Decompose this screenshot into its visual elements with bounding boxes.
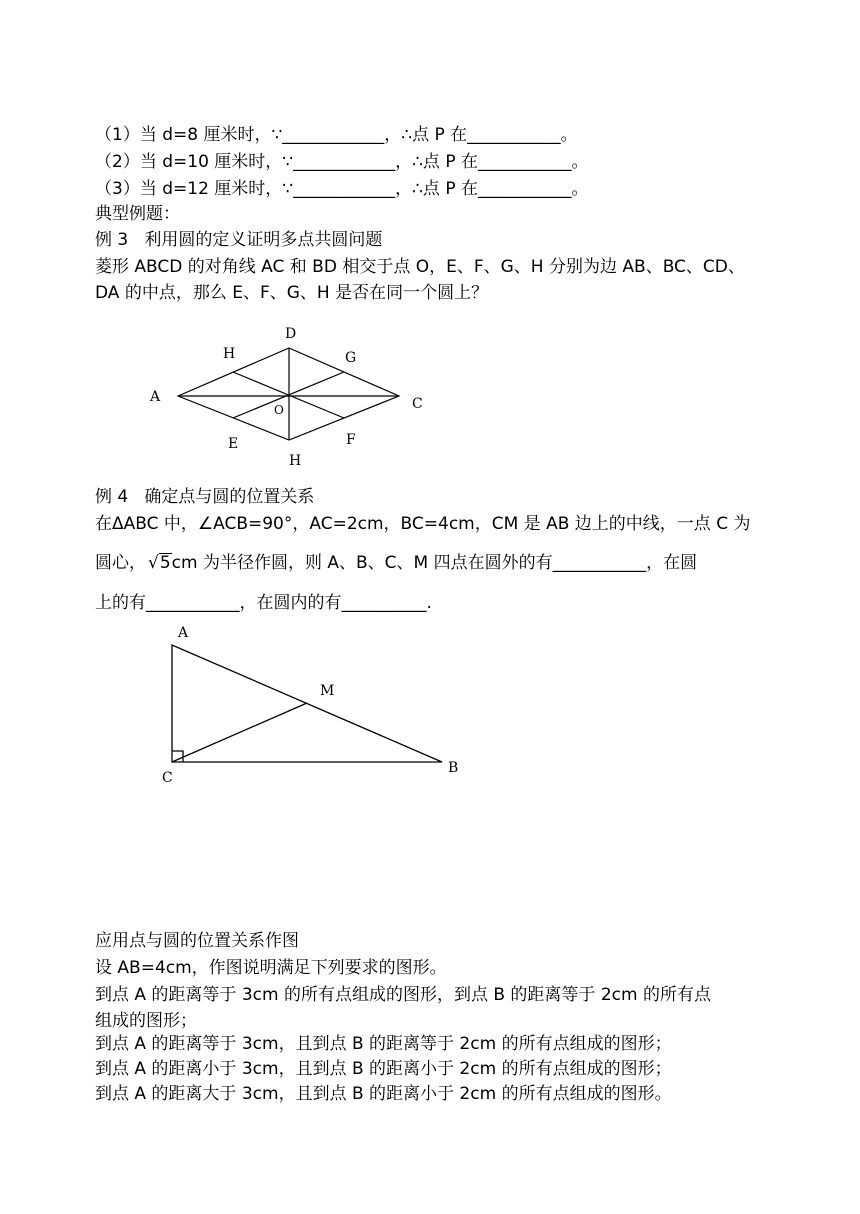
tri-label-b: B [448,760,459,776]
question-1: （1）当 d=8 厘米时，∵____________，∴点 P 在___________。 [95,125,578,145]
right-angle-mark [172,751,183,762]
label-o: O [274,403,284,417]
sqrt-expression: √5 [148,553,171,573]
example-4-title: 例 4 确定点与圆的位置关系 [95,487,315,507]
question-2: （2）当 d=10 厘米时，∵____________，∴点 P 在___________。 [95,152,589,172]
example-4-text-2 [95,552,697,574]
section-title: 典型例题： [95,204,180,224]
application-title: 应用点与圆的位置关系作图 [95,931,299,951]
label-e: E [228,436,239,452]
question-3: （3）当 d=12 厘米时，∵____________，∴点 P 在___________。 [95,179,589,199]
triangle-lines [172,645,442,762]
application-line-3: 组成的图形； [95,1011,197,1031]
example-3-title: 例 3 利用圆的定义证明多点共圆问题 [95,230,383,250]
tri-label-c: C [162,770,173,786]
text-2-post: cm 为半径作圆，则 A、B、C、M 四点在圆外的有___________，在圆 [171,553,698,573]
rhombus-figure [140,320,440,475]
label-d: D [285,326,297,342]
rhombus-lines [178,348,399,440]
application-line-5: 到点 A 的距离小于 3cm，且到点 B 的距离小于 2cm 的所有点组成的图形； [95,1059,672,1079]
application-line-6: 到点 A 的距离大于 3cm，且到点 B 的距离小于 2cm 的所有点组成的图形。 [95,1084,672,1104]
triangle-figure [155,620,475,790]
example-3-text-2: DA 的中点，那么 E、F、G、H 是否在同一个圆上？ [95,283,489,303]
text-2-pre: 圆心， [95,553,146,573]
example-3-text-1: 菱形 ABCD 的对角线 AC 和 BD 相交于点 O，E、F、G、H 分别为边 AB、BC、CD、 [95,257,745,277]
label-f: F [346,432,356,448]
tri-label-a: A [178,625,189,641]
label-c: C [412,396,423,412]
label-h-top: H [223,346,236,362]
label-h-bottom: H [289,453,302,469]
label-g: G [345,350,357,366]
median-cm [172,703,307,762]
application-line-1: 设 AB=4cm，作图说明满足下列要求的图形。 [95,958,447,978]
tri-label-m: M [320,683,335,699]
sqrt-radicand: 5 [159,553,171,573]
application-line-4: 到点 A 的距离等于 3cm，且到点 B 的距离等于 2cm 的所有点组成的图形； [95,1034,672,1054]
application-line-2: 到点 A 的距离等于 3cm 的所有点组成的图形，到点 B 的距离等于 2cm 的所有点 [95,985,711,1005]
label-a: A [150,389,161,405]
example-4-text-3: 上的有___________，在圆内的有__________. [95,593,432,613]
example-4-text-1: 在ΔABC 中，∠ACB=90°，AC=2cm，BC=4cm，CM 是 AB 边上的中线，一点 C 为 [95,514,751,534]
